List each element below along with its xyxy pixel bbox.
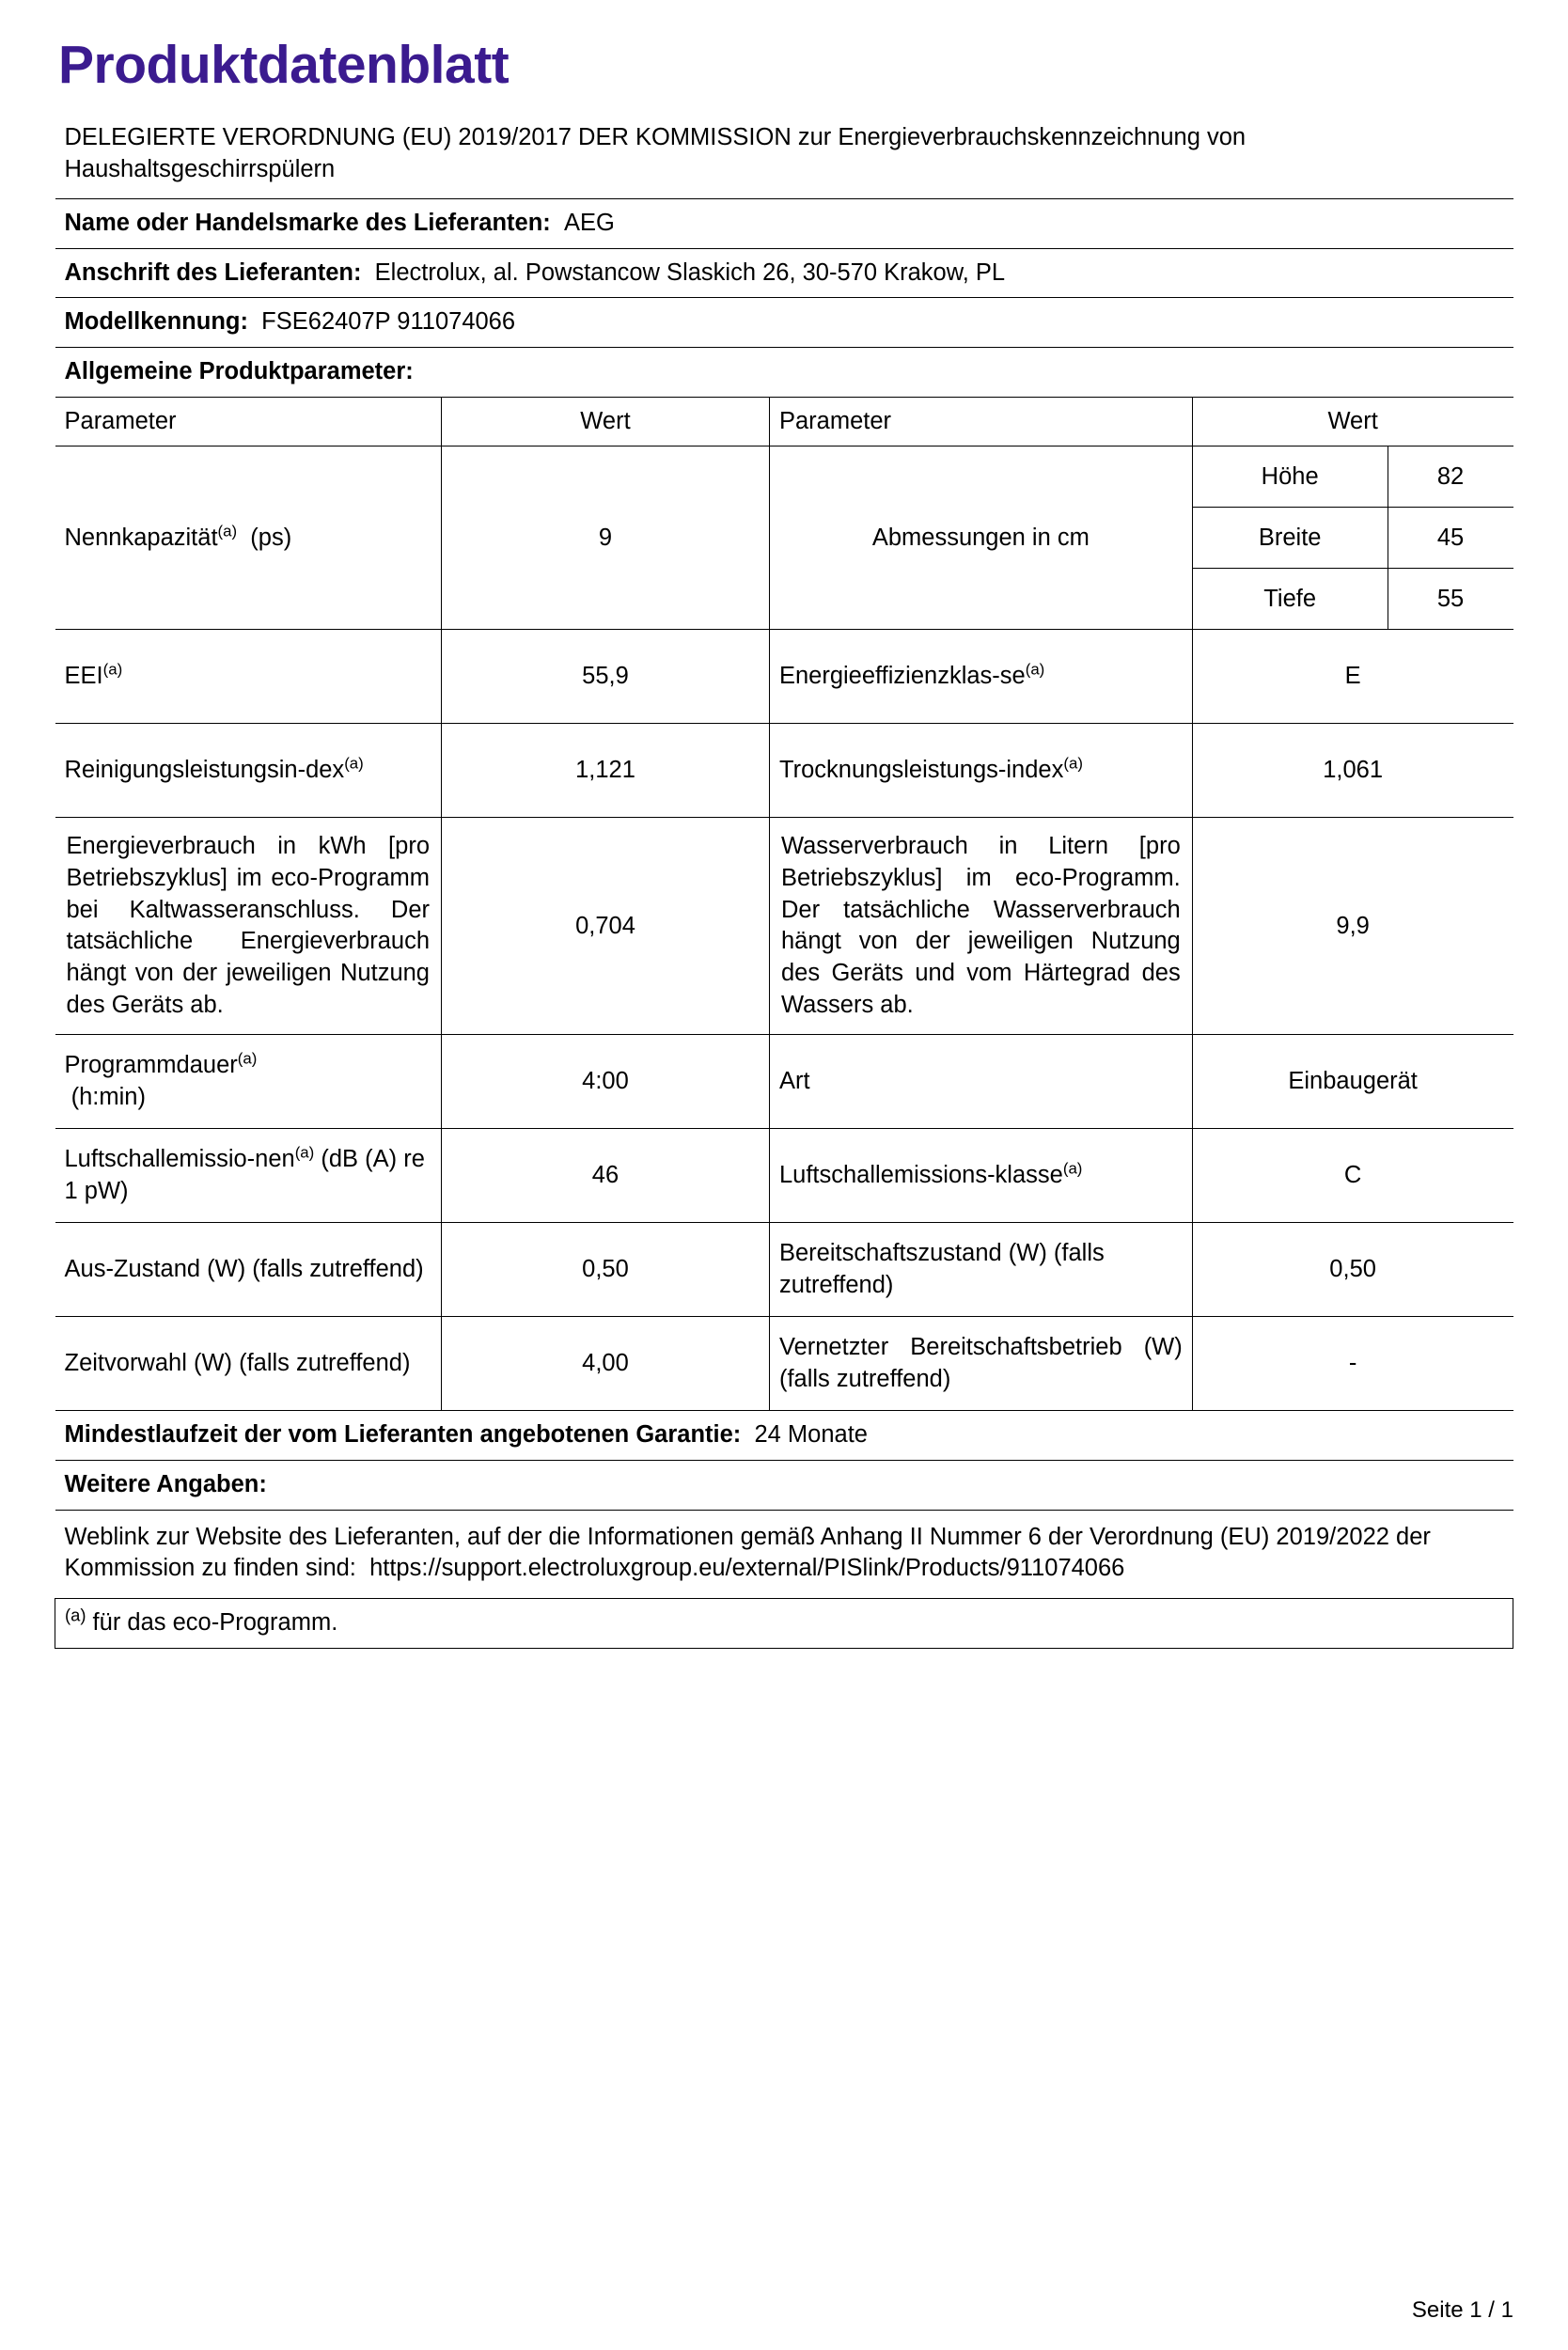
cell-reinigungsindex-label bbox=[55, 724, 442, 818]
cell-energieverbrauch-label: Energieverbrauch in kWh [pro Betriebszyklus] im eco-Programm bei Kaltwasseranschluss. Der tatsächliche Energieverbrauch hängt von der jeweiligen Nutzung des Geräts ab. bbox=[55, 818, 442, 1035]
row-weblink bbox=[55, 1510, 1513, 1598]
row-further-info-heading bbox=[55, 1461, 1513, 1511]
page-title: Produktdatenblatt bbox=[58, 35, 510, 95]
cell-eei-value: 55,9 bbox=[442, 630, 770, 724]
trocknungsindex-footnote-marker: (a) bbox=[1063, 754, 1083, 773]
luftschallklasse-footnote-marker: (a) bbox=[1062, 1159, 1083, 1178]
reinigungsindex-footnote-marker: (a) bbox=[344, 754, 364, 773]
cell-luftschall-label bbox=[55, 1129, 442, 1223]
row-footnote bbox=[55, 1599, 1513, 1649]
reinigungsindex-text: Reinigungsleistungsin-dex bbox=[64, 757, 345, 784]
model-value: FSE62407P 911074066 bbox=[261, 308, 516, 336]
luftschall-text: Luftschallemissio-nen bbox=[64, 1146, 295, 1173]
cell-trocknungsindex-value: 1,061 bbox=[1192, 724, 1513, 818]
dimension-row-width bbox=[1193, 508, 1513, 569]
model-label: Modellkennung: bbox=[64, 308, 248, 336]
footnote-marker: (a) bbox=[65, 1605, 86, 1625]
cell-programmdauer-label bbox=[55, 1035, 442, 1129]
general-params-heading: Allgemeine Produktparameter: bbox=[55, 348, 1513, 398]
dimension-value-tiefe: 55 bbox=[1436, 585, 1465, 612]
row-general-params-heading bbox=[55, 348, 1513, 398]
cell-nennkapazitaet-value: 9 bbox=[442, 446, 770, 630]
energieklasse-footnote-marker: (a) bbox=[1025, 660, 1045, 679]
cell-energieverbrauch-value: 0,704 bbox=[442, 818, 770, 1035]
warranty-value: 24 Monate bbox=[754, 1421, 868, 1449]
further-info-heading: Weitere Angaben: bbox=[55, 1461, 1513, 1511]
nennkapazitaet-text: Nennkapazität bbox=[64, 524, 218, 551]
row-supplier-name bbox=[55, 199, 1513, 249]
cell-luftschall-value: 46 bbox=[442, 1129, 770, 1223]
cell-luftschallklasse-value: C bbox=[1192, 1129, 1513, 1223]
datasheet-table bbox=[55, 111, 1513, 1649]
header-wert-1: Wert bbox=[442, 397, 770, 446]
dimension-label-breite: Breite bbox=[1193, 508, 1388, 569]
intro-text: DELEGIERTE VERORDNUNG (EU) 2019/2017 DER KOMMISSION zur Energieverbrauchskennzeichnung von Haushaltsgeschirrspülern bbox=[64, 123, 1247, 182]
energieklasse-text: Energieeffizienzklas-se bbox=[778, 663, 1026, 690]
cell-trocknungsindex-label bbox=[769, 724, 1192, 818]
cell-vernetzt-label: Vernetzter Bereitschaftsbetrieb (W) (falls zutreffend) bbox=[769, 1317, 1192, 1411]
table-row bbox=[55, 1223, 1513, 1317]
luftschall-unit: (dB (A) re 1 pW) bbox=[64, 1146, 425, 1204]
cell-bereitschaft-value: 0,50 bbox=[1192, 1223, 1513, 1317]
table-row bbox=[55, 1317, 1513, 1411]
cell-abmessungen-values bbox=[1192, 446, 1513, 630]
weblink-text: Weblink zur Website des Lieferanten, auf der die Informationen gemäß Anhang II Nummer 6 der Verordnung (EU) 2019/2022 der Kommission zu finden sind: bbox=[64, 1523, 1431, 1582]
weblink-url[interactable]: https://support.electroluxgroup.eu/external/PISlink/Products/911074066 bbox=[369, 1555, 1125, 1582]
cell-aus-zustand-label: Aus-Zustand (W) (falls zutreffend) bbox=[55, 1223, 442, 1317]
dimension-row-height bbox=[1193, 446, 1513, 508]
cell-eei-label bbox=[55, 630, 442, 724]
supplier-name-label: Name oder Handelsmarke des Lieferanten: bbox=[64, 210, 551, 237]
page-footer: Seite 1 / 1 bbox=[1411, 2297, 1513, 2323]
model-cell bbox=[55, 298, 1513, 348]
luftschall-footnote-marker: (a) bbox=[294, 1143, 315, 1162]
row-warranty bbox=[55, 1411, 1513, 1461]
cell-programmdauer-value: 4:00 bbox=[442, 1035, 770, 1129]
table-row bbox=[55, 724, 1513, 818]
cell-zeitvorwahl-label: Zeitvorwahl (W) (falls zutreffend) bbox=[55, 1317, 442, 1411]
footnote-text: für das eco-Programm. bbox=[92, 1609, 338, 1636]
header-parameter-1: Parameter bbox=[55, 397, 442, 446]
table-row bbox=[55, 630, 1513, 724]
table-row bbox=[55, 446, 1513, 630]
warranty-cell bbox=[55, 1411, 1513, 1461]
weblink-cell bbox=[55, 1510, 1513, 1598]
table-row bbox=[55, 1129, 1513, 1223]
dimension-row-depth bbox=[1193, 569, 1513, 630]
supplier-name-value: AEG bbox=[563, 210, 615, 237]
supplier-address-value: Electrolux, al. Powstancow Slaskich 26, 30-570 Krakow, PL bbox=[374, 258, 1006, 286]
cell-zeitvorwahl-value: 4,00 bbox=[442, 1317, 770, 1411]
header-parameter-2: Parameter bbox=[769, 397, 1192, 446]
cell-energieklasse-value: E bbox=[1192, 630, 1513, 724]
cell-reinigungsindex-value: 1,121 bbox=[442, 724, 770, 818]
supplier-address-label: Anschrift des Lieferanten: bbox=[64, 258, 362, 286]
cell-art-label: Art bbox=[769, 1035, 1192, 1129]
dimensions-table bbox=[1193, 446, 1513, 629]
row-model bbox=[55, 298, 1513, 348]
row-supplier-address bbox=[55, 248, 1513, 298]
nennkapazitaet-footnote-marker: (a) bbox=[217, 522, 238, 540]
table-row bbox=[55, 1035, 1513, 1129]
cell-abmessungen-label: Abmessungen in cm bbox=[769, 446, 1192, 630]
cell-energieklasse-label bbox=[769, 630, 1192, 724]
cell-aus-zustand-value: 0,50 bbox=[442, 1223, 770, 1317]
footnote-cell bbox=[55, 1599, 1513, 1649]
cell-wasserverbrauch-value: 9,9 bbox=[1192, 818, 1513, 1035]
table-header-row bbox=[55, 397, 1513, 446]
header-wert-2: Wert bbox=[1192, 397, 1513, 446]
cell-bereitschaft-label: Bereitschaftszustand (W) (falls zutreffend) bbox=[769, 1223, 1192, 1317]
cell-wasserverbrauch-label: Wasserverbrauch in Litern [pro Betriebszyklus] im eco-Programm. Der tatsächliche Wasserverbrauch hängt von der jeweiligen Nutzung des Geräts und vom Härtegrad des Wassers ab. bbox=[769, 818, 1192, 1035]
table-row bbox=[55, 818, 1513, 1035]
cell-nennkapazitaet-label bbox=[55, 446, 442, 630]
cell-art-value: Einbaugerät bbox=[1192, 1035, 1513, 1129]
dimension-value-hoehe: 82 bbox=[1388, 446, 1513, 508]
dimension-label-hoehe: Höhe bbox=[1193, 446, 1388, 508]
eei-footnote-marker: (a) bbox=[102, 660, 123, 679]
programmdauer-text: Programmdauer bbox=[64, 1052, 238, 1079]
dimension-value-breite: 45 bbox=[1388, 508, 1513, 569]
warranty-label: Mindestlaufzeit der vom Lieferanten angebotenen Garantie: bbox=[64, 1421, 742, 1449]
luftschallklasse-text: Luftschallemissions-klasse bbox=[778, 1162, 1063, 1189]
nennkapazitaet-unit: (ps) bbox=[250, 524, 292, 551]
trocknungsindex-text: Trocknungsleistungs-index bbox=[778, 757, 1064, 784]
supplier-address-cell bbox=[55, 248, 1513, 298]
dimension-label-tiefe: Tiefe bbox=[1193, 569, 1388, 630]
programmdauer-unit: (h:min) bbox=[71, 1083, 146, 1110]
row-intro bbox=[55, 111, 1513, 199]
cell-luftschallklasse-label bbox=[769, 1129, 1192, 1223]
eei-text: EEI bbox=[64, 663, 103, 690]
supplier-name-cell bbox=[55, 199, 1513, 249]
programmdauer-footnote-marker: (a) bbox=[237, 1049, 258, 1068]
cell-vernetzt-value: - bbox=[1192, 1317, 1513, 1411]
